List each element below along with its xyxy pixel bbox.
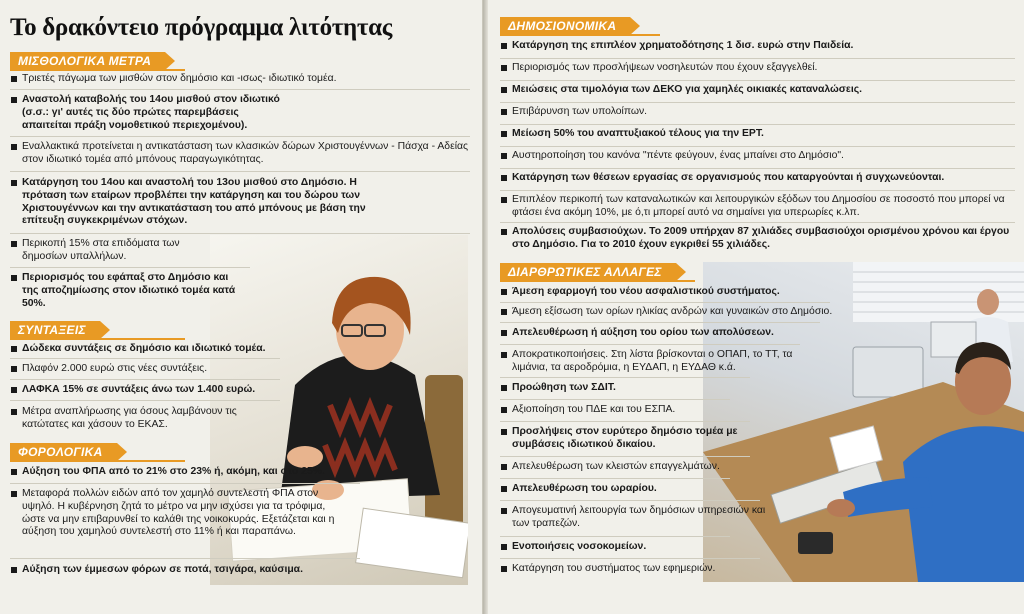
divider — [500, 558, 760, 559]
divider — [10, 233, 470, 234]
divider — [10, 558, 360, 559]
list-item — [10, 177, 405, 228]
list-item — [500, 128, 1015, 141]
bullet-icon — [11, 144, 17, 150]
item-text: Πλαφόν 2.000 ευρώ στις νέες συντάξεις. — [22, 363, 208, 374]
bullet-icon — [501, 87, 507, 93]
bullet-icon — [501, 464, 507, 470]
divider — [500, 80, 1015, 81]
list-item — [10, 343, 300, 356]
bullet-icon — [11, 97, 17, 103]
divider — [500, 399, 730, 400]
bullet-icon — [11, 180, 17, 186]
list-item — [500, 194, 1020, 220]
divider — [10, 483, 360, 484]
bullet-icon — [11, 366, 17, 372]
bullet-icon — [501, 153, 507, 159]
divider — [500, 344, 800, 345]
divider — [500, 124, 1015, 125]
item-text: Προώθηση των ΣΔΙΤ. — [512, 382, 616, 393]
bullet-icon — [11, 491, 17, 497]
item-text: Απολύσεις συμβασιούχων. Το 2009 υπήρχαν 87 χιλιάδες συμβασιούχοι ορισμένου χρόνου και έργου στο Δημόσιο. Για το 2010 έχουν εγκριθεί 55 χιλιάδες. — [512, 226, 1010, 250]
list-item — [500, 382, 750, 395]
section-rule — [10, 460, 185, 462]
list-item — [500, 106, 1015, 119]
list-item — [500, 62, 1015, 75]
list-item — [10, 272, 250, 310]
divider — [500, 500, 760, 501]
item-text: Επιβάρυνση των υπολοίπων. — [512, 106, 648, 117]
item-text: Μείωση 50% του αναπτυξιακού τέλους για την ΕΡΤ. — [512, 128, 764, 139]
divider — [500, 322, 820, 323]
section-title-fiscal: ΔΗΜΟΣΙΟΝΟΜΙΚΑ — [500, 17, 630, 35]
divider — [500, 102, 1015, 103]
divider — [500, 190, 1015, 191]
list-item — [500, 306, 860, 319]
divider — [500, 168, 1015, 169]
item-text: Εναλλακτικά προτείνεται η αντικατάσταση των κλασικών δώρων Χριστουγέννων - Πάσχα - Αδείας στον ιδιωτικό τομέα από μπόνους παραγωγικότητας. — [22, 141, 469, 165]
headline: Το δρακόντειο πρόγραμμα λιτότητας — [10, 14, 393, 41]
item-text: Προσλήψεις στον ευρύτερο δημόσιο τομέα με συμβάσεις ιδιωτικού δικαίου. — [512, 426, 738, 450]
section-rule — [500, 280, 695, 282]
item-text: Αύξηση των έμμεσων φόρων σε ποτά, τσιγάρα, καύσιμα. — [22, 564, 303, 575]
list-item — [500, 563, 760, 576]
item-text: Απογευματινή λειτουργία των δημόσιων υπηρεσιών και των τραπεζών. — [512, 505, 766, 529]
bullet-icon — [501, 309, 507, 315]
bullet-icon — [501, 508, 507, 514]
section-title-structural: ΔΙΑΡΘΡΩΤΙΚΕΣ ΑΛΛΑΓΕΣ — [500, 263, 676, 281]
list-item — [500, 404, 730, 417]
bullet-icon — [501, 65, 507, 71]
bullet-icon — [501, 43, 507, 49]
section-rule — [10, 69, 185, 71]
list-item — [500, 226, 1020, 252]
divider — [10, 267, 250, 268]
divider — [500, 421, 750, 422]
bullet-icon — [501, 197, 507, 203]
item-text: Κατάργηση του 14ου και αναστολή του 13ου μισθού στο Δημόσιο. Η πρόταση των εταίρων προβλέπει την κατάργηση και του δώρου των Χριστουγέννων και την αντικατάσταση του από μπόνους με βάση την επίτευξη συγκεκριμένων στόχων. — [22, 177, 366, 227]
item-text: Κατάργηση του συστήματος των εφημεριών. — [512, 563, 716, 574]
list-item — [10, 238, 230, 264]
bullet-icon — [501, 352, 507, 358]
list-item — [500, 84, 1015, 97]
item-text: Μεταφορά πολλών ειδών από τον χαμηλό συντελεστή ΦΠΑ στον υψηλό. Η κυβέρνηση ζητά το μέτρο να μην ισχύσει για τα τρόφιμα, ώστε να μην επιβαρυνθεί το καλάθι της νοικοκυράς. Εξετάζεται και η αύξηση του χαμηλού συντελεστή στο 11% ή και παραπάνω. — [22, 488, 335, 538]
bullet-icon — [11, 387, 17, 393]
item-text: Κατάργηση των θέσεων εργασίας σε οργανισμούς που καταργούνται ή συγχωνεύονται. — [512, 172, 945, 183]
bullet-icon — [11, 275, 17, 281]
list-item — [500, 426, 750, 452]
divider — [500, 377, 750, 378]
divider — [10, 358, 280, 359]
divider — [500, 478, 730, 479]
bullet-icon — [501, 486, 507, 492]
item-text: Αυστηροποίηση του κανόνα "πέντε φεύγουν, ένας μπαίνει στο Δημόσιο". — [512, 150, 844, 161]
item-text: Άμεση εφαρμογή του νέου ασφαλιστικού συστήματος. — [512, 286, 780, 297]
section-rule — [10, 338, 185, 340]
list-item — [500, 286, 820, 299]
bullet-icon — [501, 429, 507, 435]
item-text: Μειώσεις στα τιμολόγια των ΔΕΚΟ για χαμηλές οικιακές καταναλώσεις. — [512, 84, 863, 95]
item-text: Αξιοποίηση του ΠΔΕ και του ΕΣΠΑ. — [512, 404, 676, 415]
list-item — [10, 384, 300, 397]
item-text: Ενοποιήσεις νοσοκομείων. — [512, 541, 647, 552]
bullet-icon — [11, 469, 17, 475]
section-title-tax: ΦΟΡΟΛΟΓΙΚΑ — [10, 443, 117, 461]
list-item — [500, 483, 730, 496]
divider — [10, 171, 470, 172]
bullet-icon — [501, 544, 507, 550]
bullet-icon — [11, 567, 17, 573]
item-text: Δώδεκα συντάξεις σε δημόσιο και ιδιωτικό τομέα. — [22, 343, 266, 354]
bullet-icon — [501, 289, 507, 295]
bullet-icon — [501, 109, 507, 115]
item-text: Κατάργηση της επιπλέον χρηματοδότησης 1 δισ. ευρώ στην Παιδεία. — [512, 40, 854, 51]
list-item — [500, 150, 1015, 163]
item-text: Μέτρα αναπλήρωσης για όσους λαμβάνουν τις κατώτατες και χάσουν το ΕΚΑΣ. — [22, 406, 237, 430]
list-item — [10, 94, 295, 132]
right-page — [488, 0, 1024, 614]
divider — [10, 379, 280, 380]
list-item — [500, 349, 800, 375]
divider — [500, 58, 1015, 59]
section-title-pensions: ΣΥΝΤΑΞΕΙΣ — [10, 321, 100, 339]
divider — [10, 136, 470, 137]
divider — [500, 456, 750, 457]
bullet-icon — [501, 229, 507, 235]
list-item — [10, 363, 300, 376]
bullet-icon — [11, 346, 17, 352]
divider — [500, 222, 1015, 223]
item-text: Απελευθέρωση ή αύξηση του ορίου των απολύσεων. — [512, 327, 774, 338]
bullet-icon — [501, 175, 507, 181]
bullet-icon — [501, 566, 507, 572]
item-text: Αύξηση του ΦΠΑ από το 21% στο 23% ή, ακόμη, και στο 25%. — [22, 466, 325, 477]
bullet-icon — [501, 131, 507, 137]
bullet-icon — [501, 330, 507, 336]
item-text: Αποκρατικοποιήσεις. Στη λίστα βρίσκονται ο ΟΠΑΠ, το ΤΤ, τα λιμάνια, τα αεροδρόμια, η ΕΥΔΑΠ, η ΕΥΔΑΘ κ.ά. — [512, 349, 793, 373]
item-text: Απελευθέρωση του ωραρίου. — [512, 483, 657, 494]
bullet-icon — [11, 409, 17, 415]
bullet-icon — [11, 76, 17, 82]
left-page — [0, 0, 483, 614]
item-text: Τριετές πάγωμα των μισθών στον δημόσιο και -ισως- ιδιωτικό τομέα. — [22, 73, 337, 84]
item-text: Άμεση εξίσωση των ορίων ηλικίας ανδρών και γυναικών στο Δημόσιο. — [512, 306, 833, 317]
list-item — [10, 406, 265, 432]
item-text: Περιορισμός του εφάπαξ στο Δημόσιο και της αποζημίωσης στον ιδιωτικό τομέα κατά 50%. — [22, 272, 236, 309]
divider — [500, 146, 1015, 147]
list-item — [500, 541, 730, 554]
item-text: Περιορισμός των προσλήψεων νοσηλευτών που έχουν εξαγγελθεί. — [512, 62, 818, 73]
divider — [10, 400, 280, 401]
bullet-icon — [11, 241, 17, 247]
list-item — [500, 172, 1015, 185]
item-text: Αναστολή καταβολής του 14ου μισθού στον ιδιωτικό (σ.σ.: γι' αυτές τις δύο πρώτες παρεμβάσεις απαιτείται πράξη νομοθετικού περιεχομένου). — [22, 94, 280, 131]
list-item — [10, 564, 360, 577]
item-text: Απελευθέρωση των κλειστών επαγγελμάτων. — [512, 461, 720, 472]
section-rule — [500, 34, 660, 36]
list-item — [10, 488, 355, 539]
divider — [10, 89, 470, 90]
list-item — [500, 461, 760, 474]
list-item — [500, 327, 820, 340]
item-text: ΛΑΦΚΑ 15% σε συντάξεις άνω των 1.400 ευρώ. — [22, 384, 256, 395]
list-item — [500, 505, 780, 531]
section-title-payroll: ΜΙΣΘΟΛΟΓΙΚΑ ΜΕΤΡΑ — [10, 52, 165, 70]
item-text: Περικοπή 15% στα επιδόματα των δημοσίων υπαλλήλων. — [22, 238, 180, 262]
list-item — [10, 73, 475, 86]
divider — [500, 536, 730, 537]
bullet-icon — [501, 407, 507, 413]
item-text: Επιπλέον περικοπή των καταναλωτικών και λειτουργικών εξόδων του Δημοσίου σε ποσοστό που μπορεί να φτάσει ένα ακόμη 10%, με ό,τι μπορεί αυτό να σημαίνει για υπερωρίες κ.λπ. — [512, 194, 1005, 218]
divider — [500, 302, 830, 303]
bullet-icon — [501, 385, 507, 391]
list-item — [500, 40, 1015, 53]
list-item — [10, 466, 380, 479]
list-item — [10, 141, 475, 167]
